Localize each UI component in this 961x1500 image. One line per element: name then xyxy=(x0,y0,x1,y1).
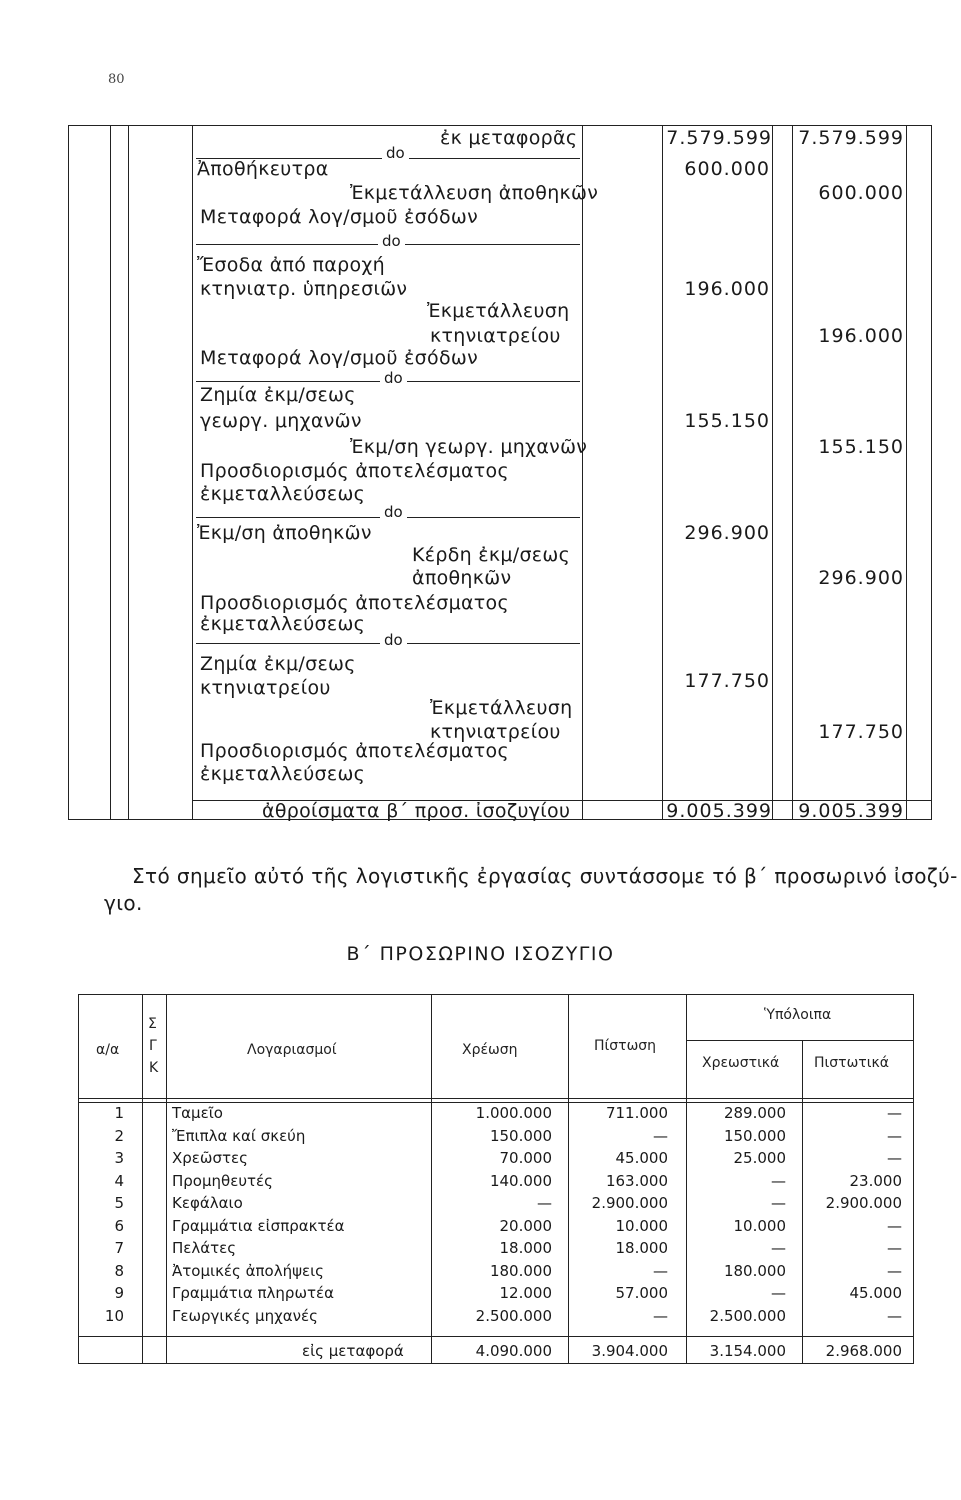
entry-label: Ζημία ἐκμ/σεως xyxy=(200,653,356,675)
header-credit: Πίστωση xyxy=(594,1038,657,1054)
tb-rule xyxy=(686,1040,914,1041)
row-credit-balance: — xyxy=(887,1261,902,1280)
row-credit: 2.900.000 xyxy=(591,1194,668,1212)
entry-label: κτηνιατρείου xyxy=(200,677,331,699)
entry-label: ἐκ μεταφορᾶς xyxy=(440,127,578,149)
paragraph-line-1: Στό σημεῖο αὐτό τῆς λογιστικῆς ἐργασίας συντάσσομε τό β΄ προσωρινό ἰσοζύ- xyxy=(132,864,958,888)
row-debit: 70.000 xyxy=(499,1149,552,1167)
row-account: Γεωργικές μηχανές xyxy=(172,1306,318,1325)
row-credit: 163.000 xyxy=(605,1171,668,1190)
header-k: Κ xyxy=(149,1060,159,1076)
journal-rule xyxy=(662,125,663,820)
row-account: Γραμμάτια εἰσπρακτέα xyxy=(172,1216,345,1235)
carry-debit: 4.090.000 xyxy=(475,1342,552,1360)
row-credit-balance: 2.900.000 xyxy=(825,1194,902,1212)
row-credit: 10.000 xyxy=(615,1216,668,1235)
entry-credit: 196.000 xyxy=(818,325,904,347)
entry-debit: 296.900 xyxy=(684,522,770,544)
entry-label: Ἐκμετάλλευση xyxy=(430,697,573,719)
tb-rule xyxy=(166,994,167,1364)
row-number: 1 xyxy=(114,1104,124,1122)
row-credit: — xyxy=(653,1126,668,1145)
entry-label: Μεταφορά λογ/σμοῦ ἐσόδων xyxy=(200,206,478,228)
entry-credit: 600.000 xyxy=(818,182,904,204)
entry-label: κτηνιατρ. ὑπηρεσιῶν xyxy=(200,278,408,300)
journal-rule xyxy=(192,125,193,820)
journal-rule xyxy=(792,125,793,820)
carry-debit-balance: 3.154.000 xyxy=(709,1342,786,1360)
entry-credit: 155.150 xyxy=(818,436,904,458)
entry-debit: 7.579.599 xyxy=(666,127,772,149)
header-credit-balance: Πιστωτικά xyxy=(814,1055,889,1071)
tb-rule xyxy=(78,1336,914,1337)
entry-label: Ἀποθήκευτρα xyxy=(197,158,329,180)
row-credit: 57.000 xyxy=(615,1284,668,1302)
row-account: Γραμμάτια πληρωτέα xyxy=(172,1284,335,1302)
row-credit-balance: — xyxy=(887,1126,902,1145)
row-credit-balance: — xyxy=(887,1306,902,1325)
row-debit: 150.000 xyxy=(489,1126,552,1145)
row-debit-balance: — xyxy=(771,1284,786,1302)
row-debit-balance: — xyxy=(771,1171,786,1190)
do-marker: do xyxy=(382,144,409,162)
row-number: 3 xyxy=(114,1149,124,1167)
entry-label: Προσδιορισμός ἀποτελέσματος xyxy=(200,740,509,762)
row-debit-balance: — xyxy=(771,1239,786,1257)
do-marker: do xyxy=(380,631,407,649)
entry-label: Ἔσοδα ἀπό παροχή xyxy=(197,254,386,276)
row-debit: — xyxy=(537,1194,552,1212)
row-debit-balance: 25.000 xyxy=(733,1149,786,1167)
tb-rule xyxy=(142,994,143,1364)
row-number: 5 xyxy=(114,1194,124,1212)
row-number: 9 xyxy=(114,1284,124,1302)
row-credit-balance: 45.000 xyxy=(849,1284,902,1302)
header-aa: α/α xyxy=(96,1042,120,1058)
row-number: 8 xyxy=(114,1261,124,1280)
entry-label: Ἐκμετάλλευση ἀποθηκῶν xyxy=(350,182,599,204)
header-debit-balance: Χρεωστικά xyxy=(702,1055,780,1071)
row-account: Κεφάλαιο xyxy=(172,1194,243,1212)
journal-rule xyxy=(110,125,111,820)
row-credit-balance: — xyxy=(887,1104,902,1122)
row-debit: 18.000 xyxy=(499,1239,552,1257)
totals-credit: 9.005.399 xyxy=(798,800,904,822)
row-number: 7 xyxy=(114,1239,124,1257)
row-debit-balance: 2.500.000 xyxy=(709,1306,786,1325)
header-g: Γ xyxy=(149,1038,157,1054)
row-credit: 45.000 xyxy=(615,1149,668,1167)
row-number: 4 xyxy=(114,1171,124,1190)
do-marker: do xyxy=(378,232,405,250)
entry-label: Ζημία ἐκμ/σεως xyxy=(200,384,356,406)
carry-credit-balance: 2.968.000 xyxy=(825,1342,902,1360)
row-debit-balance: 180.000 xyxy=(723,1261,786,1280)
entry-credit: 7.579.599 xyxy=(798,127,904,149)
row-debit-balance: 289.000 xyxy=(723,1104,786,1122)
carry-label: εἰς μεταφορά xyxy=(302,1342,404,1360)
row-account: Ταμεῖο xyxy=(172,1104,223,1122)
carry-credit: 3.904.000 xyxy=(591,1342,668,1360)
row-credit-balance: — xyxy=(887,1216,902,1235)
row-debit: 180.000 xyxy=(489,1261,552,1280)
entry-debit: 177.750 xyxy=(684,670,770,692)
entry-label: Ἐκμ/ση ἀποθηκῶν xyxy=(197,522,372,544)
header-account: Λογαριασμοί xyxy=(247,1042,337,1058)
header-balances: Ὑπόλοιπα xyxy=(764,1007,832,1023)
entry-label: Κέρδη ἐκμ/σεως xyxy=(412,544,571,566)
row-credit-balance: — xyxy=(887,1149,902,1167)
row-debit: 20.000 xyxy=(499,1216,552,1235)
row-account: Ἔπιπλα καί σκεύη xyxy=(172,1126,306,1145)
entry-label: γεωργ. μηχανῶν xyxy=(200,410,362,432)
totals-debit: 9.005.399 xyxy=(666,800,772,822)
entry-credit: 296.900 xyxy=(818,567,904,589)
journal-rule xyxy=(772,125,773,820)
row-debit: 140.000 xyxy=(489,1171,552,1190)
entry-label: ἐκμεταλλεύσεως xyxy=(200,763,366,785)
entry-label: Ἐκμετάλλευση xyxy=(427,300,570,322)
entry-label: ἀποθηκῶν xyxy=(412,567,512,589)
entry-label: ἐκμεταλλεύσεως xyxy=(200,483,366,505)
entry-debit: 196.000 xyxy=(684,278,770,300)
row-credit-balance: — xyxy=(887,1239,902,1257)
row-number: 2 xyxy=(114,1126,124,1145)
entry-label: Προσδιορισμός ἀποτελέσματος xyxy=(200,460,509,482)
row-account: Προμηθευτές xyxy=(172,1171,273,1190)
row-credit: 711.000 xyxy=(605,1104,668,1122)
row-debit: 2.500.000 xyxy=(475,1306,552,1325)
totals-label: ἀθροίσματα β΄ προσ. ἰσοζυγίου xyxy=(262,800,571,822)
header-s: Σ xyxy=(148,1016,157,1032)
entry-label: ἐκμεταλλεύσεως xyxy=(200,613,366,635)
page-number: 80 xyxy=(108,72,125,87)
row-account: Ἀτομικές ἀπολήψεις xyxy=(172,1261,324,1280)
entry-label: κτηνιατρείου xyxy=(430,325,561,347)
entry-label: κτηνιατρείου xyxy=(430,721,561,743)
row-debit-balance: — xyxy=(771,1194,786,1212)
row-credit: 18.000 xyxy=(615,1239,668,1257)
entry-debit: 600.000 xyxy=(684,158,770,180)
do-marker: do xyxy=(380,503,407,521)
row-account: Πελάτες xyxy=(172,1239,237,1257)
journal-rule xyxy=(906,125,907,820)
do-marker: do xyxy=(380,369,407,387)
journal-rule xyxy=(582,125,583,820)
tb-rule xyxy=(78,1102,914,1103)
entry-label: Μεταφορά λογ/σμοῦ ἐσόδων xyxy=(200,347,478,369)
row-debit: 12.000 xyxy=(499,1284,552,1302)
paragraph-line-2: γιο. xyxy=(104,891,143,915)
row-number: 6 xyxy=(114,1216,124,1235)
row-credit: — xyxy=(653,1306,668,1325)
trial-balance-title: Β΄ ΠΡΟΣΩΡΙΝΟ ΙΣΟΖΥΓΙΟ xyxy=(346,943,615,965)
row-credit: — xyxy=(653,1261,668,1280)
row-debit-balance: 150.000 xyxy=(723,1126,786,1145)
entry-credit: 177.750 xyxy=(818,721,904,743)
row-debit-balance: 10.000 xyxy=(733,1216,786,1235)
header-debit: Χρέωση xyxy=(462,1042,518,1058)
entry-label: Ἐκμ/ση γεωργ. μηχανῶν xyxy=(350,436,588,458)
row-account: Χρεῶστες xyxy=(172,1149,248,1167)
row-debit: 1.000.000 xyxy=(475,1104,552,1122)
journal-rule xyxy=(128,125,129,820)
row-number: 10 xyxy=(104,1306,124,1325)
tb-rule xyxy=(78,1098,914,1099)
row-credit-balance: 23.000 xyxy=(849,1171,902,1190)
entry-debit: 155.150 xyxy=(684,410,770,432)
entry-label: Προσδιορισμός ἀποτελέσματος xyxy=(200,592,509,614)
